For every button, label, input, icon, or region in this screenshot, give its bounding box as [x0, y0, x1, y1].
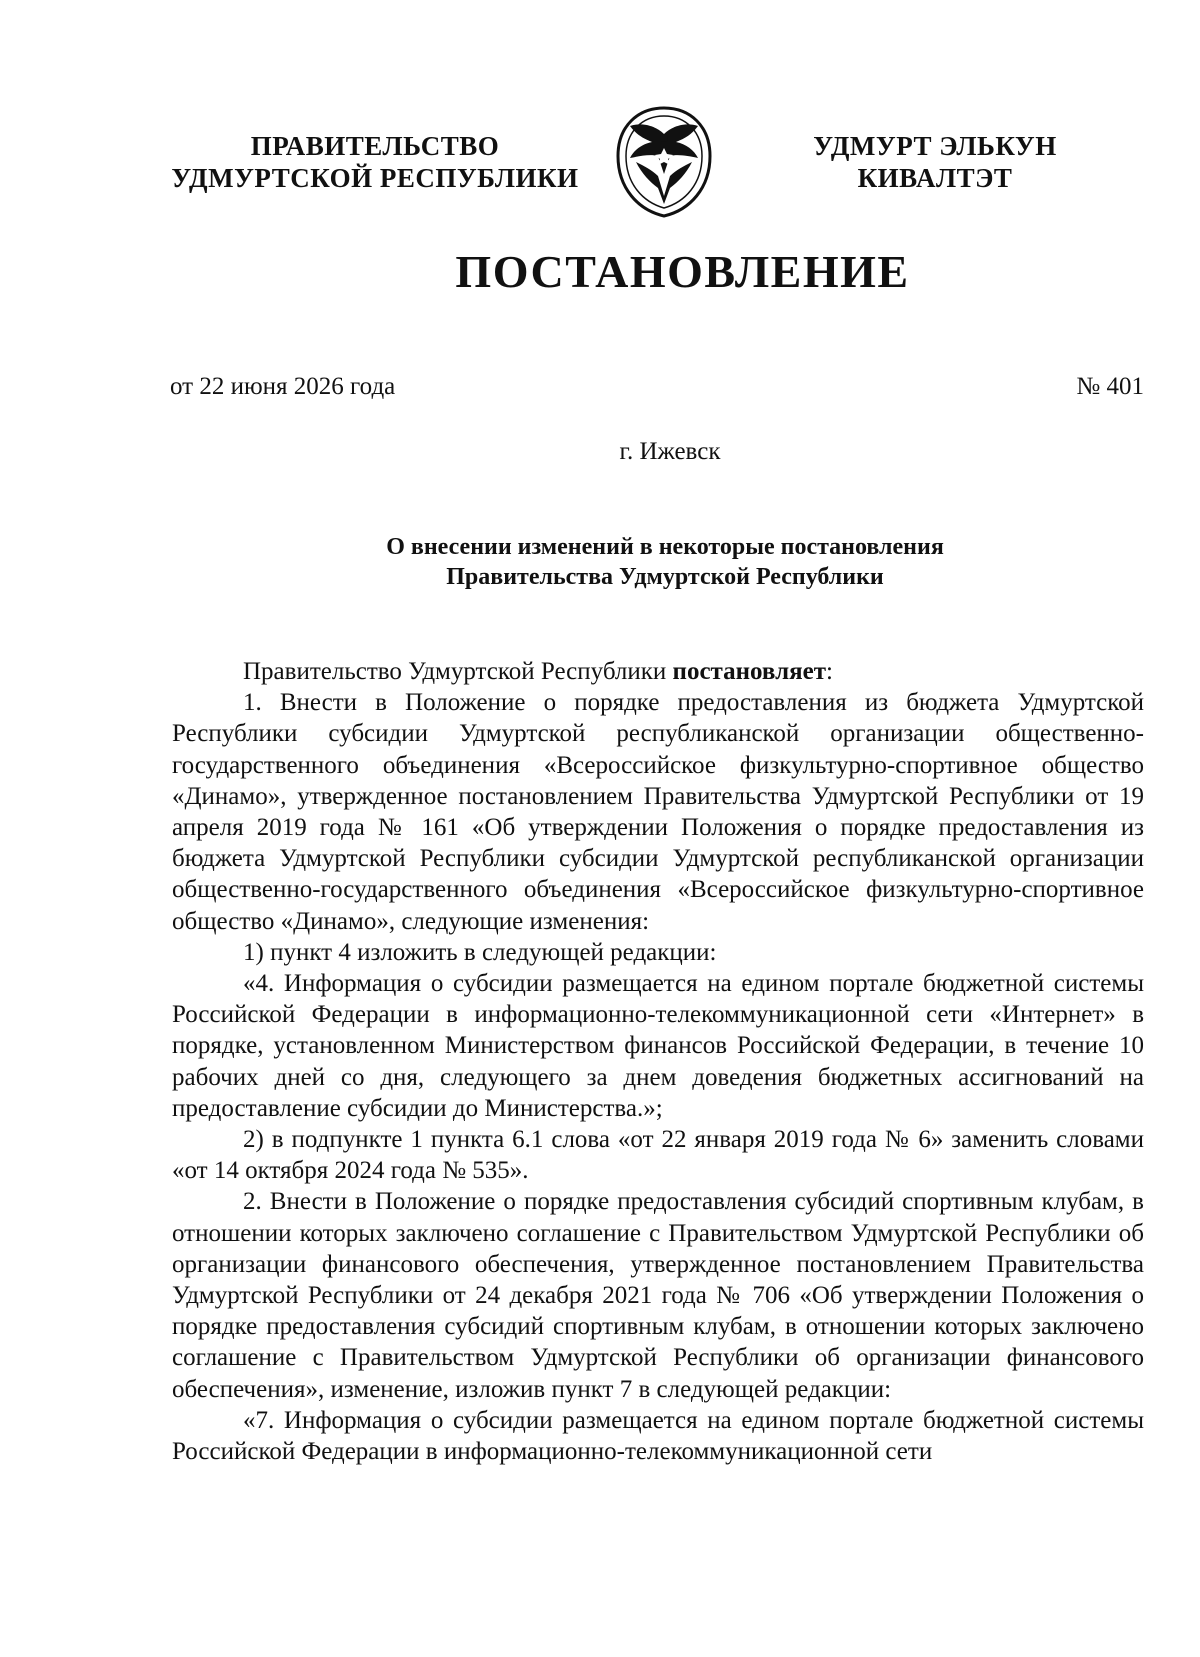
document-subject: [0, 532, 1200, 592]
document-body: [172, 656, 1144, 1467]
intro-end-text: :: [826, 658, 833, 685]
document-title: ПОСТАНОВЛЕНИЕ: [455, 246, 910, 297]
body-paragraph-2: 1) пункт 4 изложить в следующей редакции:: [243, 938, 717, 966]
document-city: г. Ижевск: [619, 438, 721, 465]
document-number: № 401: [1076, 373, 1144, 400]
body-paragraph-1: 1. Внести в Положение о порядке предоставления из бюджета Удмуртской Республики субсидии Удмуртской республиканской организации общественно-государственного объединения «Всероссийское физкультурно-спортивное общество «Динамо», утвержденное постановлением Правительства Удмуртской Республики от 19 апреля 2019 года № 161 «Об утверждении Положения о порядке предоставления из бюджета Удмуртской Республики субсидии Удмуртской республиканской организации общественно-государственного объединения «Всероссийское физкультурно-спортивное общество «Динамо», следующие изменения:: [172, 689, 1144, 935]
body-paragraph-3: «4. Информация о субсидии размещается на едином портале бюджетной системы Российской Федерации в информационно-телекоммуникационной сети «Интернет» в порядке, установленном Министерством финансов Российской Федерации, в течение 10 рабочих дней со дня, следующего за днем доведения бюджетных ассигнований на предоставление субсидии до Министерства.»;: [172, 970, 1144, 1122]
intro-bold-text: постановляет: [672, 658, 827, 685]
issuer-name-russian: [160, 130, 590, 194]
subject-line-1: О внесении изменений в некоторые постановления: [386, 534, 944, 560]
intro-text: Правительство Удмуртской Республики: [243, 658, 673, 685]
issuer-line-1: ПРАВИТЕЛЬСТВО: [250, 131, 500, 161]
document-date: от 22 июня 2026 года: [170, 373, 396, 400]
body-paragraph-6: «7. Информация о субсидии размещается на едином портале бюджетной системы Российской Федерации в информационно-телекоммуникационной сети: [172, 1406, 1144, 1466]
body-paragraph-4: 2) в подпункте 1 пункта 6.1 слова «от 22 января 2019 года № 6» заменить словами «от 14 октября 2024 года № 535».: [172, 1126, 1144, 1185]
issuer-udm-line-1: УДМУРТ ЭЛЬКУН: [813, 131, 1057, 161]
issuer-name-udmurt: [790, 130, 1080, 194]
udmurt-coat-of-arms-icon: [612, 104, 716, 220]
subject-line-2: Правительства Удмуртской Республики: [446, 564, 884, 590]
body-intro: [172, 656, 1144, 687]
issuer-line-2: УДМУРТСКОЙ РЕСПУБЛИКИ: [171, 163, 579, 193]
body-paragraph-5: 2. Внести в Положение о порядке предоставления субсидий спортивным клубам, в отношении которых заключено соглашение с Правительством Удмуртской Республики об организации финансового обеспечения, утвержденное постановлением Правительства Удмуртской Республики от 24 декабря 2021 года № 706 «Об утверждении Положения о порядке предоставления субсидий спортивным клубам, в отношении которых заключено соглашение с Правительством Удмуртской Республики об организации финансового обеспечения», изменение, изложив пункт 7 в следующей редакции:: [172, 1188, 1144, 1403]
issuer-udm-line-2: КИВАЛТЭТ: [857, 163, 1013, 193]
